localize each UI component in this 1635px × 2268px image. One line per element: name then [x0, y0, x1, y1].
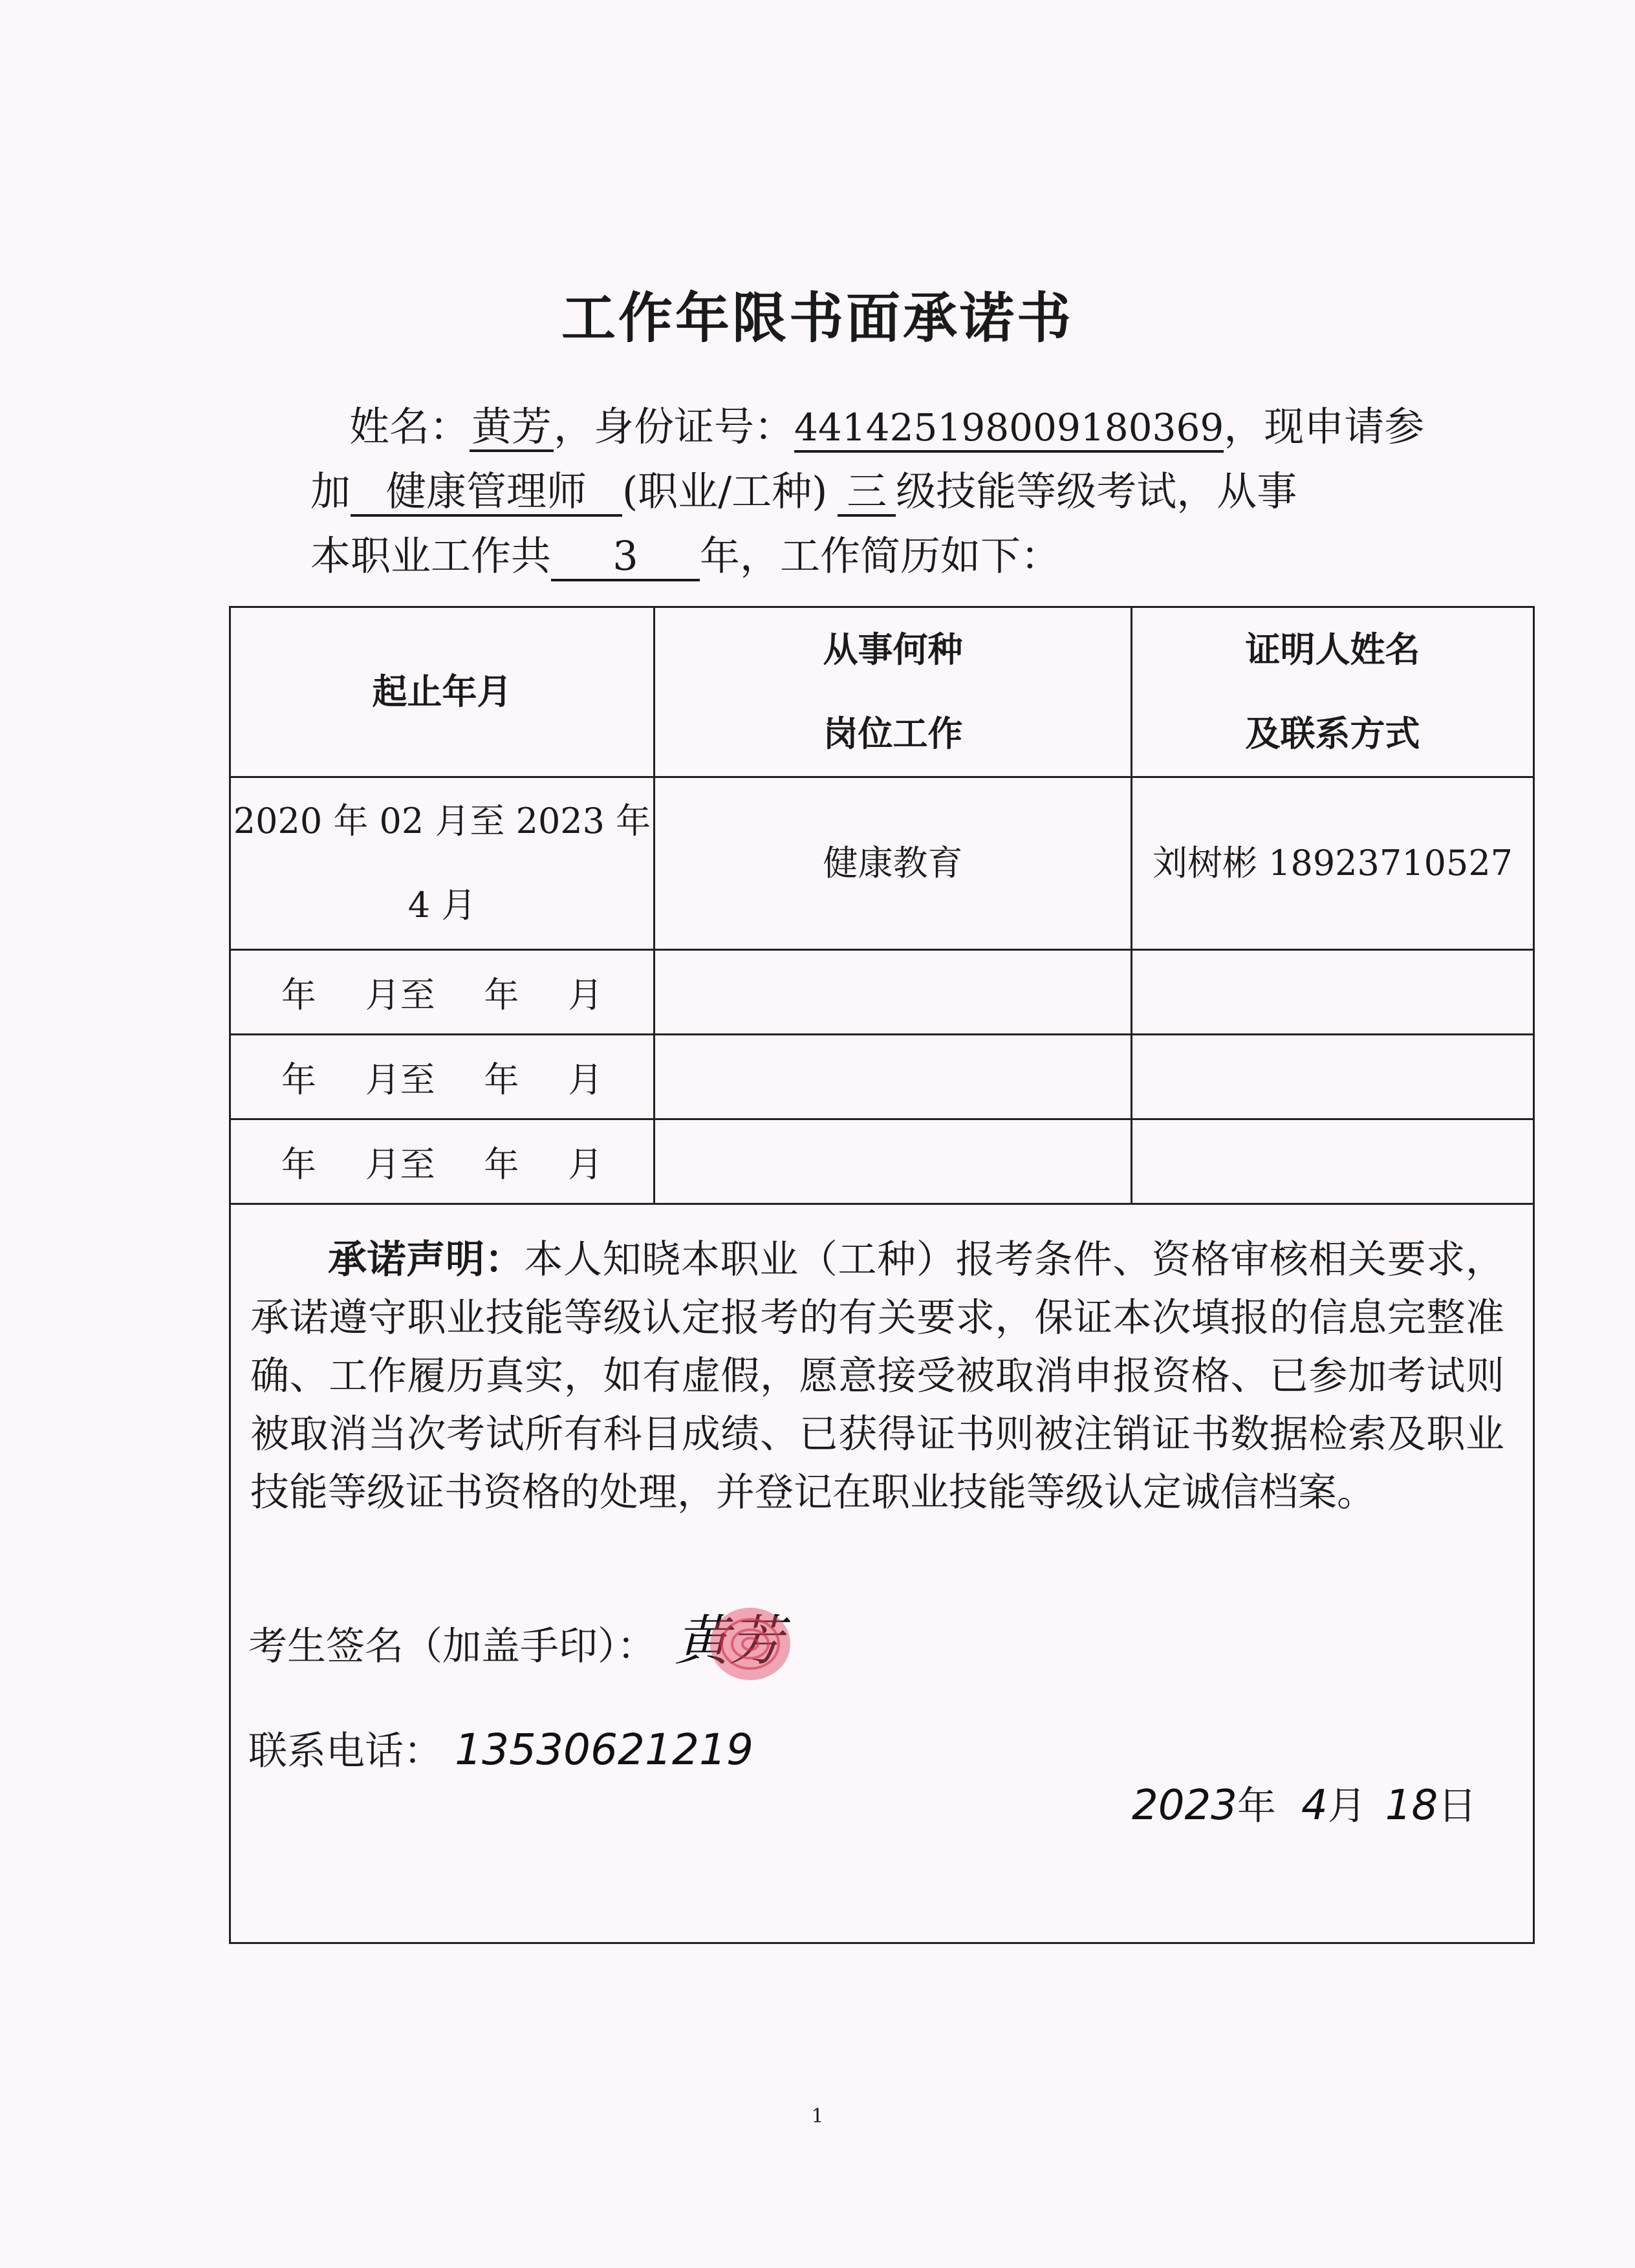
- empty-period-cell: [230, 950, 655, 1035]
- statement-body: 本人知晓本职业（工种）报考条件、资格审核相关要求，承诺遵守职业技能等级认定报考的有关要求，保证本次填报的信息完整准确、工作履历真实，如有虚假，愿意接受被取消申报资格、已参加考试则被取消当次考试所有科目成绩、已获得证书则被注销证书数据检索及职业技能等级证书资格的处理，并登记在职业技能等级认定诚信档案。: [250, 1237, 1505, 1515]
- handwritten-phone: 13530621219: [455, 1725, 753, 1775]
- intro-line-1: [310, 401, 1455, 453]
- date-year-label: 年: [1237, 1784, 1276, 1829]
- applicant-name: 黄芳: [470, 404, 554, 452]
- year-label: 年: [281, 1059, 316, 1100]
- month-label: 月: [568, 1059, 603, 1100]
- year-label: 年: [484, 974, 519, 1015]
- year-label: 年: [281, 1143, 316, 1185]
- phone-label: 联系电话：: [248, 1729, 442, 1774]
- page-title: 工作年限书面承诺书: [561, 286, 1074, 350]
- date-day-label: 日: [1438, 1784, 1477, 1829]
- empty-position-cell: [655, 950, 1132, 1035]
- fingerprint-stamp: [698, 1591, 802, 1694]
- signature-label: 考生签名（加盖手印）：: [248, 1624, 656, 1669]
- row1-contact: 刘树彬 18923710527: [1132, 777, 1534, 950]
- date-line: [1132, 1775, 1477, 1831]
- header-period: 起止年月: [230, 607, 655, 777]
- intro-line2-tail: 级技能等级考试，从事: [896, 468, 1297, 515]
- empty-period-cell: [230, 1119, 655, 1204]
- intro-line-2: [310, 466, 1455, 517]
- empty-contact-cell: [1132, 950, 1534, 1035]
- empty-period-cell: [230, 1035, 655, 1119]
- phone-line: [248, 1720, 753, 1776]
- name-label: 姓名：: [349, 403, 470, 450]
- intro-line3-tail: 年，工作简历如下：: [700, 532, 1061, 579]
- row1-period-line2: 4 月: [407, 885, 477, 925]
- row1-position: 健康教育: [655, 777, 1132, 950]
- occupation-suffix: (职业/工种): [622, 468, 828, 515]
- empty-contact-cell: [1132, 1035, 1534, 1119]
- empty-contact-cell: [1132, 1119, 1534, 1204]
- statement-label: 承诺声明：: [328, 1237, 525, 1282]
- year-label: 年: [281, 974, 316, 1015]
- statement-row: [230, 1204, 1534, 1943]
- header-contact-line2: 及联系方式: [1245, 713, 1420, 754]
- month-to-label: 月至: [365, 974, 435, 1015]
- statement-text: [250, 1231, 1504, 1522]
- occupation: 健康管理师: [351, 469, 622, 517]
- header-contact-line1: 证明人姓名: [1245, 629, 1420, 670]
- month-to-label: 月至: [365, 1059, 435, 1100]
- header-position-line1: 从事何种: [823, 629, 963, 670]
- id-number: 441425198009180369: [794, 405, 1224, 453]
- intro-line1-tail: ，现申请参: [1224, 403, 1425, 450]
- month-label: 月: [568, 974, 603, 1015]
- year-label: 年: [484, 1143, 519, 1185]
- month-label: 月: [568, 1143, 603, 1185]
- table-row: [230, 1035, 1534, 1119]
- empty-position-cell: [655, 1119, 1132, 1204]
- row1-period: [230, 777, 655, 950]
- statement-cell: [230, 1204, 1534, 1943]
- date-day: 18: [1385, 1782, 1438, 1830]
- handwritten-signature: 黄芳: [675, 1609, 784, 1672]
- table-row: [230, 777, 1534, 950]
- empty-position-cell: [655, 1035, 1132, 1119]
- intro-line3-head: 本职业工作共: [310, 532, 552, 579]
- date-month-label: 月: [1327, 1784, 1367, 1829]
- page-number: 1: [811, 2105, 824, 2128]
- skill-level: 三: [838, 469, 896, 517]
- intro-line-3: [310, 530, 1455, 582]
- table-header-row: [230, 607, 1534, 777]
- id-label: ，身份证号：: [554, 403, 795, 450]
- date-month: 4: [1301, 1782, 1328, 1830]
- work-years: 3: [551, 534, 700, 581]
- table-row: [230, 1119, 1534, 1204]
- header-position: [655, 607, 1132, 777]
- table-row: [230, 950, 1534, 1035]
- month-to-label: 月至: [365, 1143, 435, 1185]
- intro-line2-head: 加: [310, 468, 351, 515]
- date-year: 2023: [1132, 1782, 1237, 1830]
- year-label: 年: [484, 1059, 519, 1100]
- header-contact: [1132, 607, 1534, 777]
- header-position-line2: 岗位工作: [823, 713, 963, 754]
- row1-period-line1: 2020 年 02 月至 2023 年: [233, 801, 651, 841]
